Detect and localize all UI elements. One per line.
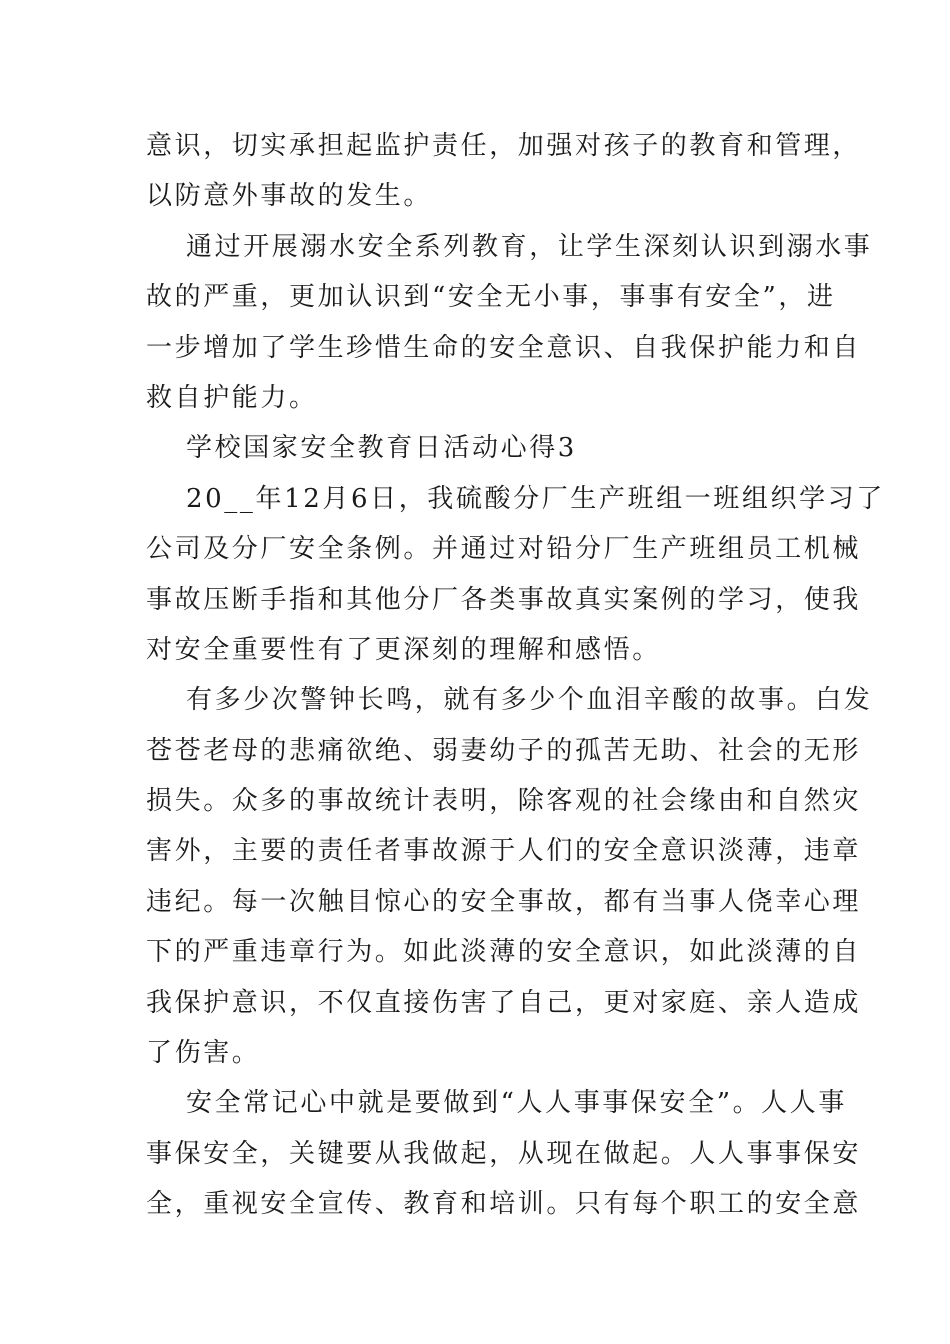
text-line: 一步增加了学生珍惜生命的安全意识、自我保护能力和自 [146, 332, 862, 363]
text-line: 以防意外事故的发生。 [146, 181, 433, 212]
text-line: 对安全重要性有了更深刻的理解和感悟。 [146, 634, 661, 665]
text-line: 损失。众多的事故统计表明，除客观的社会缘由和自然灾 [146, 786, 862, 817]
paragraph-p2 [146, 222, 873, 424]
heading-text: 学校国家安全教育日活动心得3 [186, 433, 577, 464]
text-line: 违纪。每一次触目惊心的安全事故，都有当事人侥幸心理 [146, 886, 862, 917]
document-body [146, 121, 885, 1230]
text-line: 苍苍老母的悲痛欲绝、弱妻幼子的孤苦无助、社会的无形 [146, 735, 862, 766]
text-line: 20__年12月6日，我硫酸分厂生产班组一班组织学习了 [186, 483, 885, 514]
paragraph-p1 [146, 121, 862, 222]
text-line: 了伤害。 [146, 1038, 261, 1069]
text-line: 意识，切实承担起监护责任，加强对孩子的教育和管理， [146, 131, 862, 161]
text-line: 故的严重，更加认识到“安全无小事，事事有安全”，进 [146, 282, 836, 313]
text-line: 下的严重违章行为。如此淡薄的安全意识，如此淡薄的自 [146, 937, 862, 968]
section-heading [146, 423, 806, 473]
text-line: 有多少次警钟长鸣，就有多少个血泪辛酸的故事。白发 [186, 685, 873, 716]
paragraph-p5 [146, 1078, 862, 1229]
text-line: 安全常记心中就是要做到“人人事事保安全”。人人事 [186, 1088, 847, 1119]
text-line: 救自护能力。 [146, 382, 318, 413]
text-line: 通过开展溺水安全系列教育，让学生深刻认识到溺水事 [186, 231, 873, 262]
text-line: 公司及分厂安全条例。并通过对铅分厂生产班组员工机械 [146, 534, 862, 565]
paragraph-p3 [146, 474, 885, 676]
text-line: 事保安全，关键要从我做起，从现在做起。人人事事保安 [146, 1138, 862, 1169]
text-line: 害外，主要的责任者事故源于人们的安全意识淡薄，违章 [146, 836, 862, 867]
text-line: 事故压断手指和其他分厂各类事故真实案例的学习，使我 [146, 584, 862, 615]
paragraph-p4 [146, 675, 873, 1078]
text-line: 我保护意识，不仅直接伤害了自己，更对家庭、亲人造成 [146, 987, 862, 1018]
text-line: 全，重视安全宣传、教育和培训。只有每个职工的安全意 [146, 1189, 862, 1220]
